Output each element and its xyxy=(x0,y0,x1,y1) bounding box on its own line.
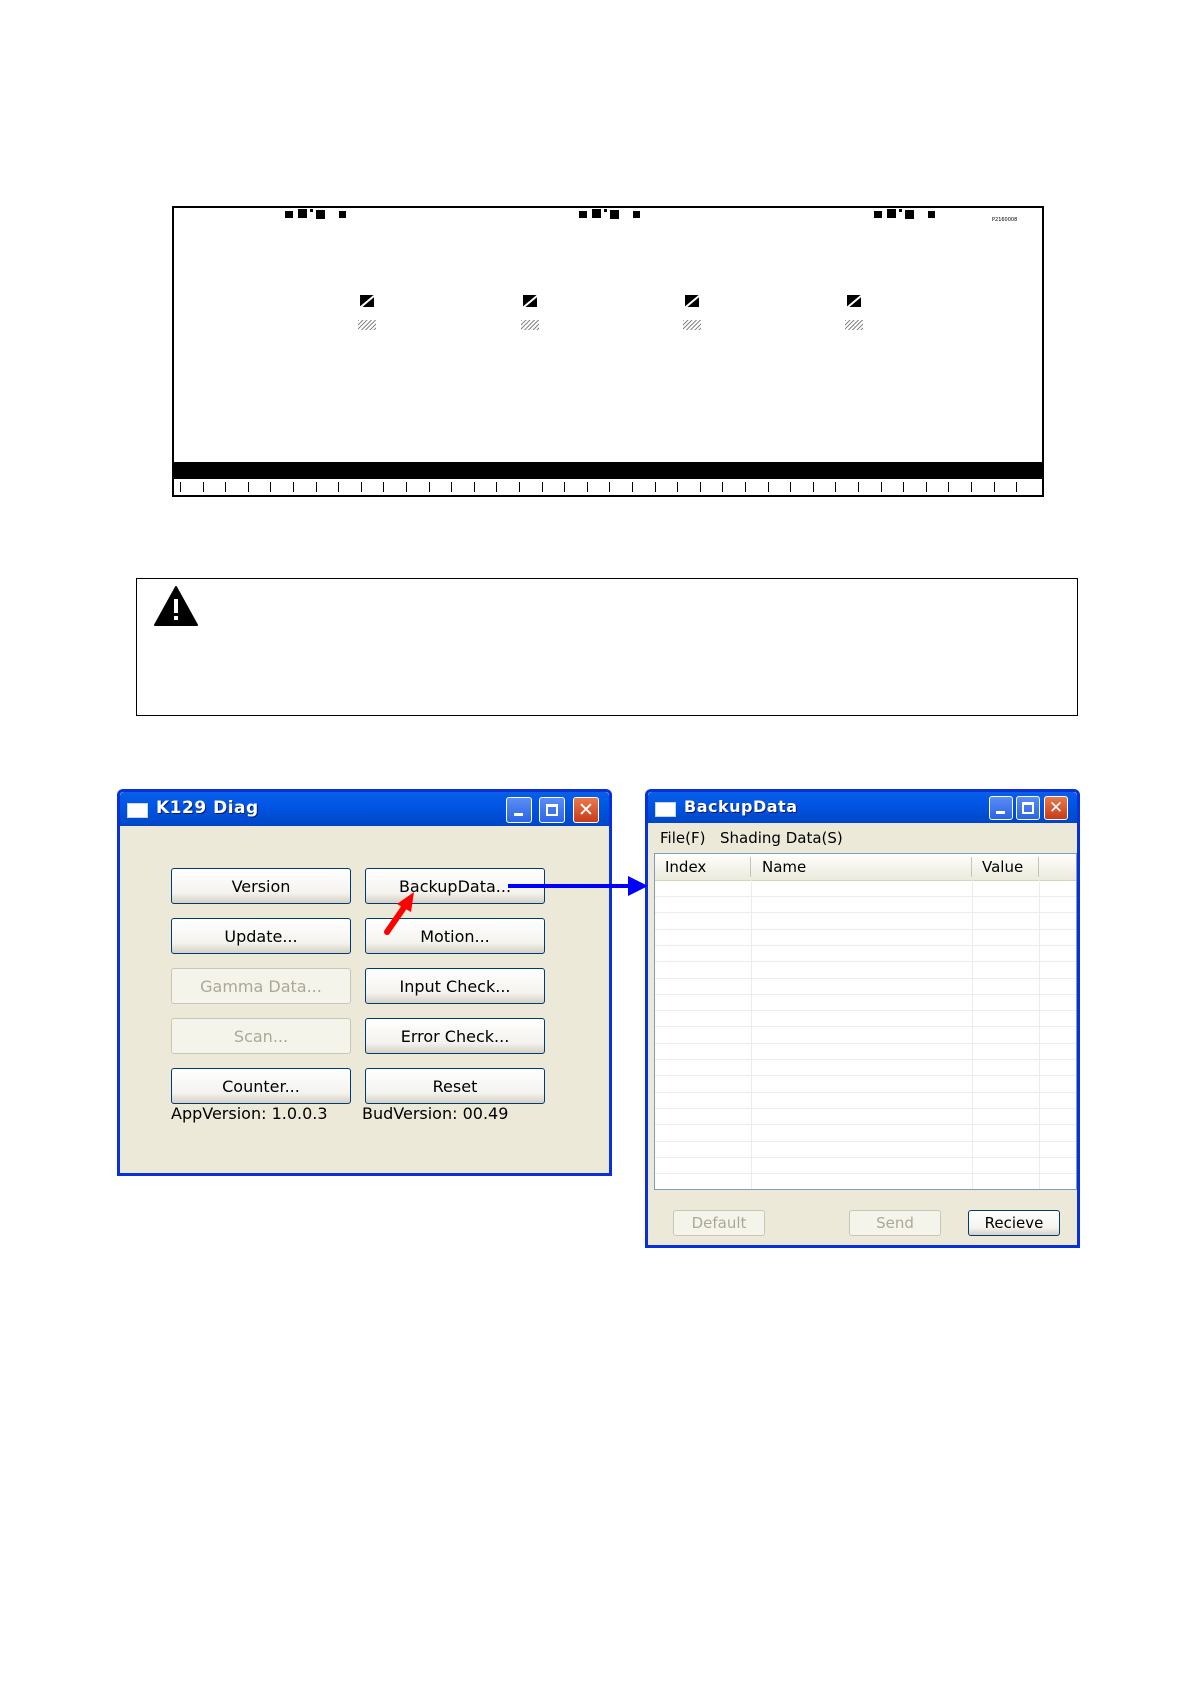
counter-button[interactable]: Counter... xyxy=(171,1068,351,1104)
reset-button[interactable]: Reset xyxy=(365,1068,545,1104)
error-check-button[interactable]: Error Check... xyxy=(365,1018,545,1054)
chart-code: P2160008 xyxy=(992,217,1018,223)
menu-shading-data[interactable]: Shading Data(S) xyxy=(720,829,843,847)
update-button[interactable]: Update... xyxy=(171,918,351,954)
column-index[interactable]: Index xyxy=(665,858,707,876)
bud-version: BudVersion: 00.49 xyxy=(362,1104,509,1123)
close-icon: ✕ xyxy=(1048,798,1064,818)
version-button[interactable]: Version xyxy=(171,868,351,904)
close-icon: ✕ xyxy=(578,799,594,821)
red-arrow-icon xyxy=(387,906,405,932)
backup-window-title: BackupData xyxy=(684,797,798,816)
motion-button[interactable]: Motion... xyxy=(365,918,545,954)
gamma-data-button[interactable]: Gamma Data... xyxy=(171,968,351,1004)
blue-arrowhead-icon xyxy=(628,876,648,896)
default-button[interactable]: Default xyxy=(673,1210,765,1236)
scan-button[interactable]: Scan... xyxy=(171,1018,351,1054)
column-value[interactable]: Value xyxy=(982,858,1024,876)
menu-file[interactable]: File(F) xyxy=(660,829,706,847)
input-check-button[interactable]: Input Check... xyxy=(365,968,545,1004)
column-name[interactable]: Name xyxy=(762,858,807,876)
diag-window-title: K129 Diag xyxy=(156,798,259,818)
backup-data-button[interactable]: BackupData... xyxy=(365,868,545,904)
send-button[interactable]: Send xyxy=(849,1210,941,1236)
receive-button[interactable]: Recieve xyxy=(968,1210,1060,1236)
app-version: AppVersion: 1.0.0.3 xyxy=(171,1104,328,1123)
